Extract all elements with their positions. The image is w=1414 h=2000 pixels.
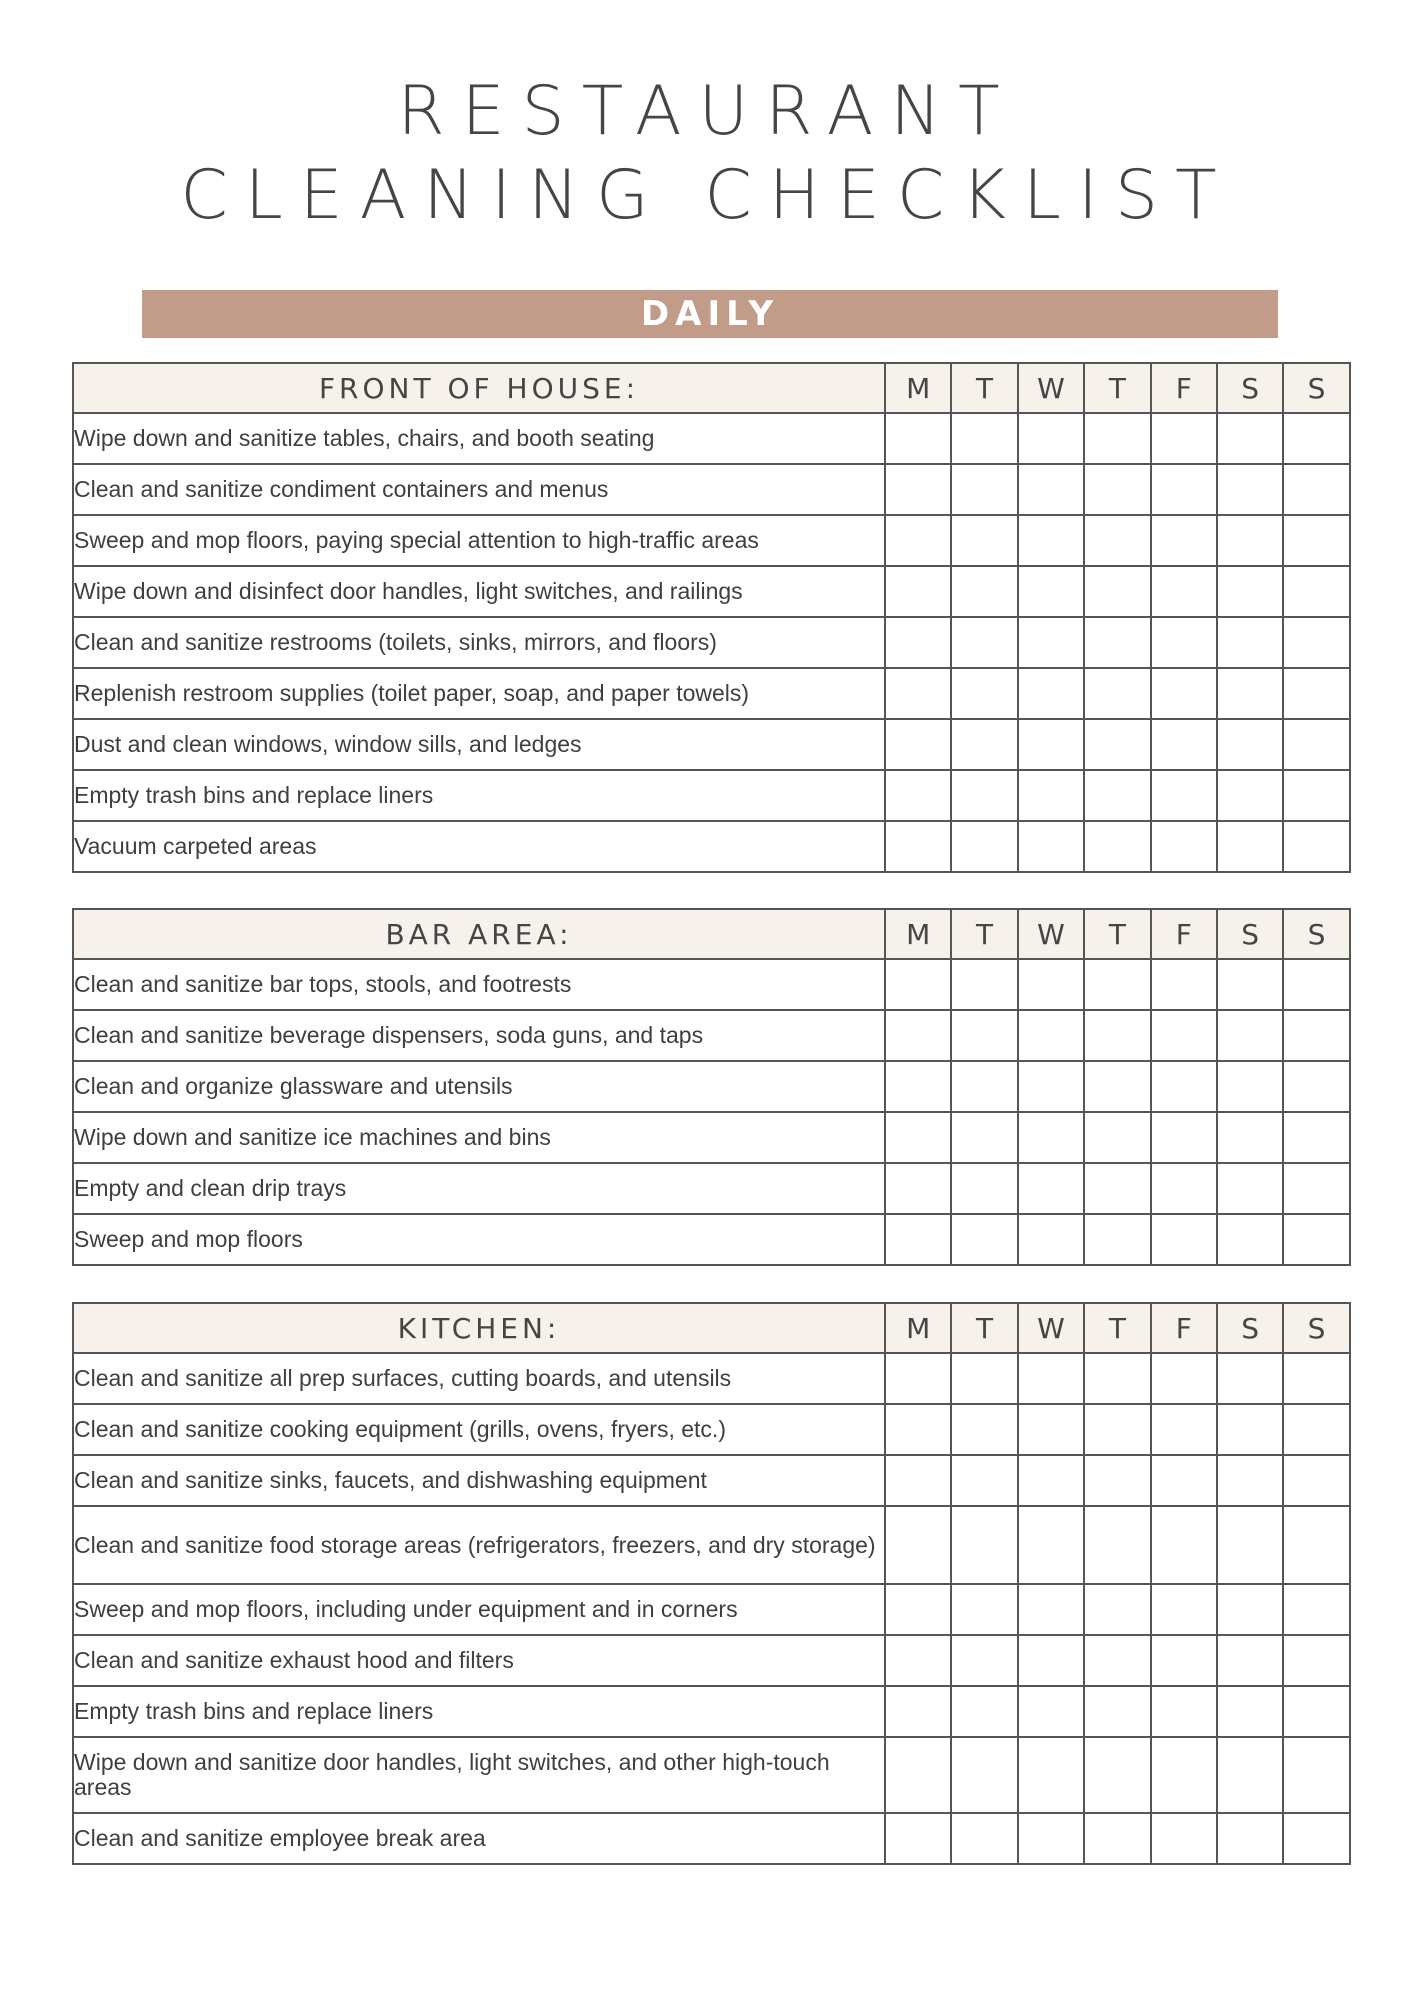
- day-checkbox[interactable]: [951, 1455, 1017, 1506]
- day-checkbox[interactable]: [885, 1686, 951, 1737]
- task-label: Empty and clean drip trays: [73, 1163, 885, 1214]
- day-checkbox[interactable]: [1084, 1061, 1150, 1112]
- day-header: F: [1151, 909, 1217, 959]
- day-header: T: [1084, 363, 1150, 413]
- table-row: [73, 1112, 1350, 1163]
- task-label: Sweep and mop floors, including under equipment and in corners: [73, 1584, 885, 1635]
- day-checkbox[interactable]: [951, 1506, 1017, 1584]
- day-checkbox[interactable]: [1217, 1010, 1283, 1061]
- day-header: W: [1018, 363, 1084, 413]
- day-checkbox[interactable]: [951, 1737, 1017, 1813]
- table-row: [73, 1635, 1350, 1686]
- task-label: Wipe down and sanitize door handles, light switches, and other high-touch areas: [73, 1737, 885, 1813]
- day-checkbox[interactable]: [1283, 1061, 1349, 1112]
- day-checkbox[interactable]: [1151, 515, 1217, 566]
- day-checkbox[interactable]: [1084, 668, 1150, 719]
- day-checkbox[interactable]: [1018, 1737, 1084, 1813]
- day-checkbox[interactable]: [1283, 1214, 1349, 1265]
- day-checkbox[interactable]: [951, 1163, 1017, 1214]
- day-checkbox[interactable]: [1283, 1404, 1349, 1455]
- day-checkbox[interactable]: [1018, 821, 1084, 872]
- day-checkbox[interactable]: [1018, 1635, 1084, 1686]
- kitchen-table: [72, 1302, 1351, 1865]
- day-checkbox[interactable]: [951, 1061, 1017, 1112]
- day-header: M: [885, 363, 951, 413]
- day-checkbox[interactable]: [951, 1112, 1017, 1163]
- day-checkbox[interactable]: [1018, 1061, 1084, 1112]
- day-checkbox[interactable]: [1151, 959, 1217, 1010]
- day-checkbox[interactable]: [1151, 617, 1217, 668]
- day-checkbox[interactable]: [1283, 617, 1349, 668]
- day-checkbox[interactable]: [1217, 959, 1283, 1010]
- day-checkbox[interactable]: [1084, 515, 1150, 566]
- section-heading: BAR AREA:: [73, 909, 885, 959]
- day-checkbox[interactable]: [1084, 1404, 1150, 1455]
- task-label: Clean and organize glassware and utensils: [73, 1061, 885, 1112]
- page-title: [0, 70, 1414, 238]
- day-checkbox[interactable]: [951, 821, 1017, 872]
- day-checkbox[interactable]: [1084, 959, 1150, 1010]
- day-checkbox[interactable]: [1217, 1635, 1283, 1686]
- day-header: S: [1283, 363, 1349, 413]
- daily-banner: DAILY: [142, 290, 1278, 338]
- day-checkbox[interactable]: [1217, 617, 1283, 668]
- task-label: Clean and sanitize beverage dispensers, soda guns, and taps: [73, 1010, 885, 1061]
- table-row: [73, 413, 1350, 464]
- day-checkbox[interactable]: [1084, 1635, 1150, 1686]
- task-label: Clean and sanitize restrooms (toilets, sinks, mirrors, and floors): [73, 617, 885, 668]
- day-checkbox[interactable]: [1018, 668, 1084, 719]
- day-checkbox[interactable]: [1217, 464, 1283, 515]
- day-checkbox[interactable]: [1151, 1010, 1217, 1061]
- day-header: F: [1151, 1303, 1217, 1353]
- day-checkbox[interactable]: [885, 1584, 951, 1635]
- table-row: [73, 959, 1350, 1010]
- table-row: [73, 1404, 1350, 1455]
- day-checkbox[interactable]: [1084, 770, 1150, 821]
- task-label: Dust and clean windows, window sills, and ledges: [73, 719, 885, 770]
- day-header: W: [1018, 1303, 1084, 1353]
- day-checkbox[interactable]: [1018, 1404, 1084, 1455]
- table-row: [73, 821, 1350, 872]
- day-checkbox[interactable]: [885, 1061, 951, 1112]
- table-row: [73, 1737, 1350, 1813]
- day-header: S: [1283, 1303, 1349, 1353]
- day-checkbox[interactable]: [1018, 1506, 1084, 1584]
- day-checkbox[interactable]: [1084, 1214, 1150, 1265]
- day-checkbox[interactable]: [1283, 1813, 1349, 1864]
- table-row: [73, 464, 1350, 515]
- day-checkbox[interactable]: [1283, 464, 1349, 515]
- task-label: Sweep and mop floors: [73, 1214, 885, 1265]
- day-checkbox[interactable]: [1283, 1010, 1349, 1061]
- day-checkbox[interactable]: [1151, 566, 1217, 617]
- title-line-2: CLEANING CHECKLIST: [180, 156, 1234, 235]
- table-row: [73, 515, 1350, 566]
- table-header-row: [73, 1303, 1350, 1353]
- day-checkbox[interactable]: [1151, 1353, 1217, 1404]
- day-header: T: [951, 1303, 1017, 1353]
- day-checkbox[interactable]: [885, 1353, 951, 1404]
- day-checkbox[interactable]: [885, 1163, 951, 1214]
- day-checkbox[interactable]: [885, 821, 951, 872]
- day-checkbox[interactable]: [951, 1010, 1017, 1061]
- day-checkbox[interactable]: [951, 959, 1017, 1010]
- day-checkbox[interactable]: [1217, 1214, 1283, 1265]
- day-checkbox[interactable]: [885, 464, 951, 515]
- day-checkbox[interactable]: [1283, 719, 1349, 770]
- day-checkbox[interactable]: [1084, 566, 1150, 617]
- task-label: Wipe down and sanitize tables, chairs, and booth seating: [73, 413, 885, 464]
- day-checkbox[interactable]: [1283, 515, 1349, 566]
- day-checkbox[interactable]: [951, 1404, 1017, 1455]
- day-checkbox[interactable]: [885, 1506, 951, 1584]
- day-checkbox[interactable]: [1217, 770, 1283, 821]
- day-checkbox[interactable]: [1217, 515, 1283, 566]
- day-checkbox[interactable]: [1217, 821, 1283, 872]
- day-header: S: [1217, 909, 1283, 959]
- table-row: [73, 770, 1350, 821]
- day-checkbox[interactable]: [1018, 1686, 1084, 1737]
- day-checkbox[interactable]: [885, 1404, 951, 1455]
- task-label: Clean and sanitize all prep surfaces, cutting boards, and utensils: [73, 1353, 885, 1404]
- day-checkbox[interactable]: [1018, 464, 1084, 515]
- day-checkbox[interactable]: [1217, 1353, 1283, 1404]
- day-checkbox[interactable]: [951, 1353, 1017, 1404]
- day-checkbox[interactable]: [1217, 566, 1283, 617]
- day-checkbox[interactable]: [1217, 1686, 1283, 1737]
- day-checkbox[interactable]: [1151, 1584, 1217, 1635]
- title-line-1: RESTAURANT: [397, 72, 1017, 151]
- table-row: [73, 1163, 1350, 1214]
- day-checkbox[interactable]: [1018, 1455, 1084, 1506]
- table-row: [73, 1353, 1350, 1404]
- day-checkbox[interactable]: [1018, 1813, 1084, 1864]
- day-checkbox[interactable]: [1018, 515, 1084, 566]
- day-checkbox[interactable]: [951, 464, 1017, 515]
- day-checkbox[interactable]: [885, 1635, 951, 1686]
- day-checkbox[interactable]: [1283, 1455, 1349, 1506]
- day-header: F: [1151, 363, 1217, 413]
- day-checkbox[interactable]: [1151, 1163, 1217, 1214]
- day-checkbox[interactable]: [1151, 464, 1217, 515]
- day-checkbox[interactable]: [1151, 413, 1217, 464]
- section-heading: FRONT OF HOUSE:: [73, 363, 885, 413]
- day-checkbox[interactable]: [1283, 1112, 1349, 1163]
- day-checkbox[interactable]: [1283, 821, 1349, 872]
- day-checkbox[interactable]: [885, 566, 951, 617]
- day-checkbox[interactable]: [1084, 1112, 1150, 1163]
- day-checkbox[interactable]: [885, 770, 951, 821]
- task-label: Clean and sanitize cooking equipment (grills, ovens, fryers, etc.): [73, 1404, 885, 1455]
- day-header: M: [885, 1303, 951, 1353]
- day-checkbox[interactable]: [1084, 1010, 1150, 1061]
- day-checkbox[interactable]: [1217, 413, 1283, 464]
- day-checkbox[interactable]: [951, 413, 1017, 464]
- day-checkbox[interactable]: [1217, 668, 1283, 719]
- day-checkbox[interactable]: [1151, 719, 1217, 770]
- day-checkbox[interactable]: [1283, 1353, 1349, 1404]
- day-checkbox[interactable]: [951, 719, 1017, 770]
- day-checkbox[interactable]: [885, 1112, 951, 1163]
- day-checkbox[interactable]: [1084, 1686, 1150, 1737]
- table-row: [73, 1506, 1350, 1584]
- day-checkbox[interactable]: [951, 1214, 1017, 1265]
- day-checkbox[interactable]: [1018, 1163, 1084, 1214]
- day-checkbox[interactable]: [1018, 1353, 1084, 1404]
- day-checkbox[interactable]: [1283, 1506, 1349, 1584]
- day-checkbox[interactable]: [885, 515, 951, 566]
- table-row: [73, 1686, 1350, 1737]
- day-checkbox[interactable]: [1151, 1737, 1217, 1813]
- section-heading: KITCHEN:: [73, 1303, 885, 1353]
- day-checkbox[interactable]: [885, 959, 951, 1010]
- day-header: M: [885, 909, 951, 959]
- day-checkbox[interactable]: [1018, 1112, 1084, 1163]
- day-checkbox[interactable]: [1151, 1635, 1217, 1686]
- day-checkbox[interactable]: [1283, 770, 1349, 821]
- day-checkbox[interactable]: [1151, 1061, 1217, 1112]
- day-checkbox[interactable]: [1151, 1404, 1217, 1455]
- day-checkbox[interactable]: [1217, 1737, 1283, 1813]
- task-label: Clean and sanitize condiment containers and menus: [73, 464, 885, 515]
- day-checkbox[interactable]: [1151, 1686, 1217, 1737]
- day-checkbox[interactable]: [951, 668, 1017, 719]
- day-checkbox[interactable]: [1217, 1112, 1283, 1163]
- day-checkbox[interactable]: [1217, 719, 1283, 770]
- day-checkbox[interactable]: [1018, 1584, 1084, 1635]
- day-checkbox[interactable]: [1217, 1584, 1283, 1635]
- day-checkbox[interactable]: [1018, 617, 1084, 668]
- day-checkbox[interactable]: [1151, 821, 1217, 872]
- task-label: Wipe down and disinfect door handles, light switches, and railings: [73, 566, 885, 617]
- table-row: [73, 1584, 1350, 1635]
- day-checkbox[interactable]: [1283, 566, 1349, 617]
- table-row: [73, 1813, 1350, 1864]
- task-label: Clean and sanitize employee break area: [73, 1813, 885, 1864]
- day-checkbox[interactable]: [1217, 1455, 1283, 1506]
- day-checkbox[interactable]: [1084, 1455, 1150, 1506]
- day-checkbox[interactable]: [1084, 1506, 1150, 1584]
- day-checkbox[interactable]: [1283, 1737, 1349, 1813]
- day-checkbox[interactable]: [1084, 464, 1150, 515]
- table-row: [73, 719, 1350, 770]
- table-header-row: [73, 363, 1350, 413]
- day-header: S: [1217, 363, 1283, 413]
- day-checkbox[interactable]: [1018, 959, 1084, 1010]
- task-label: Empty trash bins and replace liners: [73, 770, 885, 821]
- day-checkbox[interactable]: [885, 1737, 951, 1813]
- day-header: T: [951, 363, 1017, 413]
- table-row: [73, 566, 1350, 617]
- day-header: T: [1084, 1303, 1150, 1353]
- day-checkbox[interactable]: [1018, 413, 1084, 464]
- day-checkbox[interactable]: [1018, 1214, 1084, 1265]
- front-of-house-table: [72, 362, 1351, 873]
- day-checkbox[interactable]: [1283, 1163, 1349, 1214]
- day-header: T: [1084, 909, 1150, 959]
- day-checkbox[interactable]: [1084, 821, 1150, 872]
- day-checkbox[interactable]: [885, 413, 951, 464]
- task-label: Clean and sanitize exhaust hood and filters: [73, 1635, 885, 1686]
- day-checkbox[interactable]: [885, 668, 951, 719]
- day-checkbox[interactable]: [951, 1686, 1017, 1737]
- task-label: Wipe down and sanitize ice machines and bins: [73, 1112, 885, 1163]
- day-checkbox[interactable]: [885, 719, 951, 770]
- day-checkbox[interactable]: [951, 515, 1017, 566]
- task-label: Replenish restroom supplies (toilet paper, soap, and paper towels): [73, 668, 885, 719]
- day-checkbox[interactable]: [885, 1214, 951, 1265]
- day-checkbox[interactable]: [1217, 1404, 1283, 1455]
- table-header-row: [73, 909, 1350, 959]
- day-checkbox[interactable]: [951, 617, 1017, 668]
- table-row: [73, 668, 1350, 719]
- task-label: Clean and sanitize bar tops, stools, and footrests: [73, 959, 885, 1010]
- day-checkbox[interactable]: [1283, 959, 1349, 1010]
- day-checkbox[interactable]: [1084, 719, 1150, 770]
- day-checkbox[interactable]: [1151, 668, 1217, 719]
- day-checkbox[interactable]: [885, 617, 951, 668]
- day-checkbox[interactable]: [951, 566, 1017, 617]
- day-header: W: [1018, 909, 1084, 959]
- day-checkbox[interactable]: [1283, 1686, 1349, 1737]
- table-row: [73, 1010, 1350, 1061]
- table-row: [73, 1455, 1350, 1506]
- day-header: T: [951, 909, 1017, 959]
- day-checkbox[interactable]: [1151, 1455, 1217, 1506]
- day-checkbox[interactable]: [885, 1010, 951, 1061]
- task-label: Empty trash bins and replace liners: [73, 1686, 885, 1737]
- table-row: [73, 1214, 1350, 1265]
- day-header: S: [1217, 1303, 1283, 1353]
- table-row: [73, 1061, 1350, 1112]
- day-checkbox[interactable]: [951, 1813, 1017, 1864]
- day-checkbox[interactable]: [1084, 413, 1150, 464]
- day-checkbox[interactable]: [885, 1455, 951, 1506]
- day-checkbox[interactable]: [951, 1635, 1017, 1686]
- task-label: Clean and sanitize food storage areas (refrigerators, freezers, and dry storage): [73, 1506, 885, 1584]
- table-row: [73, 617, 1350, 668]
- bar-area-table: [72, 908, 1351, 1266]
- day-checkbox[interactable]: [1151, 1813, 1217, 1864]
- day-checkbox[interactable]: [1084, 1813, 1150, 1864]
- task-label: Sweep and mop floors, paying special attention to high-traffic areas: [73, 515, 885, 566]
- day-checkbox[interactable]: [1084, 1584, 1150, 1635]
- day-checkbox[interactable]: [1217, 1061, 1283, 1112]
- day-checkbox[interactable]: [1151, 770, 1217, 821]
- day-checkbox[interactable]: [1151, 1112, 1217, 1163]
- day-checkbox[interactable]: [885, 1813, 951, 1864]
- task-label: Vacuum carpeted areas: [73, 821, 885, 872]
- day-checkbox[interactable]: [1084, 1163, 1150, 1214]
- day-checkbox[interactable]: [1018, 770, 1084, 821]
- day-checkbox[interactable]: [1084, 1737, 1150, 1813]
- day-checkbox[interactable]: [1151, 1214, 1217, 1265]
- task-label: Clean and sanitize sinks, faucets, and dishwashing equipment: [73, 1455, 885, 1506]
- day-checkbox[interactable]: [1018, 1010, 1084, 1061]
- day-checkbox[interactable]: [951, 1584, 1017, 1635]
- day-checkbox[interactable]: [1283, 1584, 1349, 1635]
- day-checkbox[interactable]: [1217, 1163, 1283, 1214]
- day-checkbox[interactable]: [1283, 1635, 1349, 1686]
- day-checkbox[interactable]: [1217, 1506, 1283, 1584]
- day-checkbox[interactable]: [1084, 1353, 1150, 1404]
- day-checkbox[interactable]: [1217, 1813, 1283, 1864]
- day-checkbox[interactable]: [1283, 413, 1349, 464]
- day-checkbox[interactable]: [1084, 617, 1150, 668]
- day-header: S: [1283, 909, 1349, 959]
- day-checkbox[interactable]: [1018, 719, 1084, 770]
- day-checkbox[interactable]: [951, 770, 1017, 821]
- day-checkbox[interactable]: [1151, 1506, 1217, 1584]
- day-checkbox[interactable]: [1283, 668, 1349, 719]
- day-checkbox[interactable]: [1018, 566, 1084, 617]
